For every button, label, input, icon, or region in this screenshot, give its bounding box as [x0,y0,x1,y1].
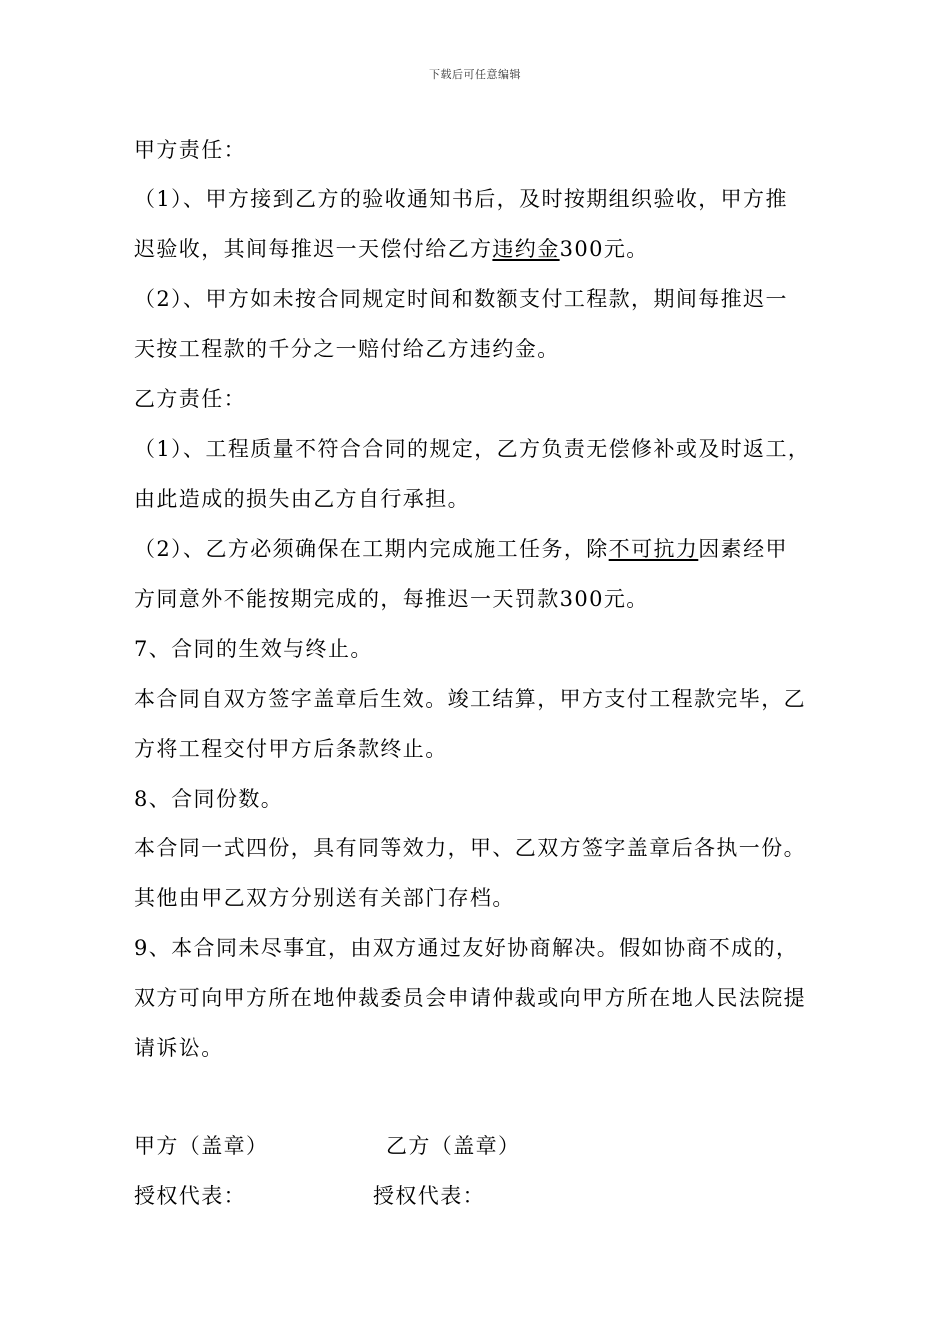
clause-heading: 8、合同份数。 [134,787,284,811]
text-segment: （2）、乙方必须确保在工期内完成施工任务，除 [134,537,609,561]
paragraph-line: 天按工程款的千分之一赔付给乙方违约金。 [134,337,560,361]
paragraph-line: 由此造成的损失由乙方自行承担。 [134,487,470,511]
paragraph-line: （2）、甲方如未按合同规定时间和数额支付工程款，期间每推迟一 [134,287,788,311]
underlined-term: 不可抗力 [608,537,699,561]
paragraph-line: 本合同一式四份，具有同等效力，甲、乙双方签字盖章后各执一份。 [134,836,806,860]
paragraph-line: 方将工程交付甲方后条款终止。 [134,737,448,761]
clause-heading: 7、合同的生效与终止。 [134,637,373,661]
paragraph-line: （1）、甲方接到乙方的验收通知书后，及时按期组织验收，甲方推 [134,187,788,211]
party-a-seal-label: 甲方（盖章） [134,1134,269,1158]
page-header: 下载后可任意编辑 [429,68,521,81]
paragraph-line [134,235,649,263]
section-heading-party-b: 乙方责任： [134,387,246,411]
paragraph-line: （1）、工程质量不符合合同的规定，乙方负责无偿修补或及时返工， [134,437,811,461]
party-a-rep-label: 授权代表： [134,1184,246,1208]
underlined-term: 违约金 [492,237,560,261]
section-heading-party-a: 甲方责任： [134,138,246,162]
paragraph-line: 方同意外不能按期完成的，每推迟一天罚款300元。 [134,587,649,611]
party-b-seal-label: 乙方（盖章） [386,1134,521,1158]
paragraph-line: 其他由甲乙双方分别送有关部门存档。 [134,886,515,910]
paragraph-line: 双方可向甲方所在地仲裁委员会申请仲裁或向甲方所在地人民法院提 [134,986,806,1010]
text-segment: 因素经甲 [698,537,788,561]
party-b-rep-label: 授权代表： [373,1184,485,1208]
paragraph-line: 本合同自双方签字盖章后生效。竣工结算，甲方支付工程款完毕，乙 [134,687,806,711]
text-segment: 迟验收，其间每推迟一天偿付给乙方 [134,237,493,261]
paragraph-line: 请诉讼。 [134,1036,224,1060]
text-segment: 300元。 [559,237,649,261]
paragraph-line [134,535,788,563]
paragraph-line: 9、本合同未尽事宜，由双方通过友好协商解决。假如协商不成的， [134,936,799,960]
